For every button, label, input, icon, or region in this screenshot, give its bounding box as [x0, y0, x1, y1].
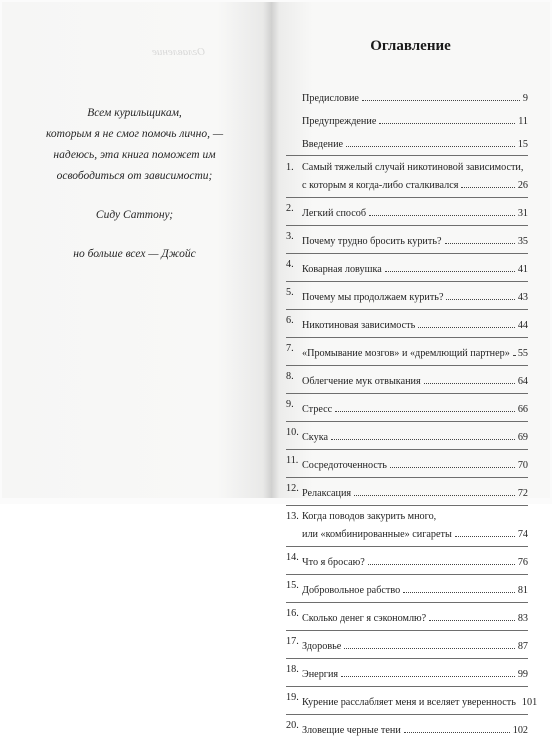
toc-entry[interactable] [286, 607, 528, 626]
toc-entry-number: 13. [286, 510, 299, 522]
dot-leader [379, 110, 515, 124]
dedication-line: Всем курильщикам, [87, 107, 182, 119]
divider [286, 309, 528, 310]
toc-entry-number: 17. [286, 636, 299, 648]
toc-entry-title: Предисловие [302, 93, 359, 104]
toc-entry-page: 41 [517, 264, 528, 276]
toc-entry[interactable] [286, 370, 528, 389]
toc-entry[interactable] [286, 663, 528, 682]
toc-entry[interactable] [286, 87, 528, 106]
dot-leader [455, 523, 515, 537]
divider [286, 714, 528, 715]
toc-entry-number: 12. [286, 482, 299, 494]
table-of-contents [286, 87, 538, 742]
toc-title: Оглавление [370, 38, 451, 54]
divider [286, 253, 528, 254]
toc-entry[interactable] [286, 286, 528, 305]
toc-entry-title: Зловещие черные тени [302, 725, 401, 737]
toc-entry[interactable] [286, 202, 528, 221]
toc-entry-page: 101 [521, 697, 538, 709]
dedication-line: надеюсь, эта книга поможет им [53, 149, 216, 161]
toc-entry-page: 35 [517, 236, 528, 248]
dot-leader [369, 202, 515, 216]
toc-entry-number: 7. [286, 342, 294, 354]
toc-entry-number: 1. [286, 161, 294, 173]
dot-leader [404, 719, 510, 733]
dedication-line: освободиться от зависимости; [56, 170, 213, 182]
toc-entry-title: Стресс [302, 403, 333, 415]
dot-leader [429, 607, 515, 621]
dot-leader [418, 314, 515, 328]
divider [286, 393, 528, 394]
toc-entry-page: 83 [517, 613, 528, 625]
toc-entry-title: Легкий способ [302, 208, 367, 220]
toc-entry-title: Энергия [302, 669, 339, 681]
toc-entry-page: 69 [517, 431, 528, 443]
toc-entry-number: 6. [286, 314, 294, 326]
toc-entry-page: 66 [517, 403, 528, 415]
toc-entry-title: Курение расслабляет меня и вселяет уверенность [302, 697, 516, 709]
divider [286, 225, 528, 226]
toc-entry[interactable] [286, 258, 528, 277]
divider [286, 686, 528, 687]
dot-leader [390, 454, 515, 468]
toc-entry-page: 26 [517, 180, 528, 192]
toc-entry-number: 5. [286, 287, 294, 298]
toc-entry-page: 11 [518, 115, 528, 127]
toc-entry[interactable] [286, 398, 528, 417]
toc-entry-page: 81 [517, 585, 528, 597]
toc-entry-page: 9 [522, 93, 528, 104]
toc-entry-number: 9. [286, 398, 294, 410]
toc-entry-number: 4. [286, 259, 294, 271]
divider [286, 365, 528, 366]
toc-entry[interactable] [286, 161, 528, 193]
divider [286, 197, 528, 198]
toc-entry-page: 87 [517, 641, 528, 653]
toc-entry-page: 76 [517, 557, 528, 569]
toc-entry[interactable] [286, 510, 528, 542]
toc-entry[interactable] [286, 133, 528, 152]
toc-entry-page: 72 [517, 487, 528, 499]
toc-entry-page: 55 [517, 347, 528, 359]
dot-leader [446, 286, 514, 300]
toc-entry-title: Скука [302, 431, 329, 443]
toc-entry-title: Добровольное рабство [302, 585, 401, 597]
divider [286, 658, 528, 659]
dot-leader [424, 370, 515, 384]
toc-entry-number: 3. [286, 231, 294, 243]
divider [286, 449, 528, 450]
toc-entry-number: 20. [286, 720, 299, 732]
dedication-line-2: Сиду Саттону; [95, 209, 174, 221]
toc-entry-number: 14. [286, 552, 299, 564]
toc-entry-title: Почему мы продолжаем курить? [302, 292, 444, 303]
dedication-line-3: но больше всех — Джойс [73, 248, 196, 260]
divider [286, 505, 528, 506]
divider [286, 630, 528, 631]
toc-entry[interactable] [286, 719, 528, 738]
dedication-line: которым я не смог помочь лично, — [45, 128, 224, 140]
toc-entry-number: 18. [286, 664, 299, 676]
toc-entry-number: 16. [286, 608, 299, 620]
divider [286, 546, 528, 547]
toc-entry-page: 64 [517, 375, 528, 387]
dot-leader [346, 133, 515, 147]
dot-leader [362, 87, 520, 101]
toc-entry-page: 15 [517, 138, 528, 150]
toc-entry[interactable] [286, 342, 528, 361]
dot-leader [344, 635, 515, 649]
toc-entry[interactable] [286, 230, 528, 249]
toc-entry-title: Самый тяжелый случай никотиновой зависимости, [302, 161, 524, 173]
divider [286, 155, 528, 156]
toc-entry-title: Что я бросаю? [302, 557, 365, 569]
dot-leader [354, 482, 515, 496]
divider [286, 281, 528, 282]
toc-entry[interactable] [286, 635, 528, 654]
toc-entry[interactable] [286, 551, 528, 570]
toc-entry-title: или «комбинированные» сигареты [302, 529, 452, 541]
toc-entry-number: 8. [286, 370, 294, 382]
dot-leader [461, 174, 514, 188]
toc-entry[interactable] [286, 110, 528, 129]
bleed-through-text: Оглавление [152, 46, 206, 58]
dot-leader [335, 398, 515, 412]
divider [286, 574, 528, 575]
toc-entry-page: 44 [517, 319, 528, 331]
dot-leader [403, 579, 515, 593]
toc-entry-page: 70 [517, 459, 528, 471]
dot-leader [385, 258, 515, 272]
toc-entry-title: Почему трудно бросить курить? [302, 236, 442, 248]
toc-entry[interactable] [286, 691, 538, 710]
toc-entry-title: Предупреждение [302, 115, 377, 127]
divider [286, 602, 528, 603]
dot-leader [513, 342, 515, 356]
toc-entry-title: Сколько денег я сэкономлю? [302, 613, 427, 625]
toc-entry-number: 15. [286, 580, 299, 592]
toc-entry-title: «Промывание мозгов» и «дремлющий партнер» [302, 347, 510, 359]
dedication-main [0, 103, 269, 187]
toc-entry[interactable] [286, 579, 528, 598]
toc-entry-page: 74 [517, 529, 528, 541]
toc-entry-title: Здоровье [302, 641, 342, 653]
divider [286, 421, 528, 422]
toc-entry-page: 31 [517, 208, 528, 220]
dot-leader [445, 230, 515, 244]
toc-entry-page: 102 [512, 725, 528, 737]
toc-entry-title: Когда поводов закурить много, [302, 510, 437, 522]
divider [286, 337, 528, 338]
toc-entry-title: Никотиновая зависимость [302, 319, 416, 331]
toc-entry-title: Коварная ловушка [302, 264, 382, 276]
dedication [0, 103, 269, 265]
toc-entry-page: 99 [517, 669, 528, 681]
toc-entry-title: Релаксация [302, 487, 352, 499]
toc-entry[interactable] [286, 482, 528, 501]
toc-entry-number: 11. [286, 454, 299, 466]
toc-entry[interactable] [286, 454, 528, 473]
toc-entry-number: 19. [286, 692, 299, 704]
toc-entry[interactable] [286, 426, 528, 445]
dot-leader [368, 551, 515, 565]
toc-entry-number: 10. [286, 426, 299, 438]
toc-entry-title: с которым я когда-либо сталкивался [302, 180, 459, 192]
toc-entry-title: Сосредоточенность [302, 459, 387, 471]
toc-entry-title: Введение [302, 138, 344, 150]
dot-leader [331, 426, 515, 440]
toc-entry-number: 2. [286, 203, 294, 215]
toc-entry[interactable] [286, 314, 528, 333]
dot-leader [341, 663, 515, 677]
toc-entry-page: 43 [517, 292, 528, 303]
toc-entry-title: Облегчение мук отвыкания [302, 375, 421, 387]
divider [286, 477, 528, 478]
